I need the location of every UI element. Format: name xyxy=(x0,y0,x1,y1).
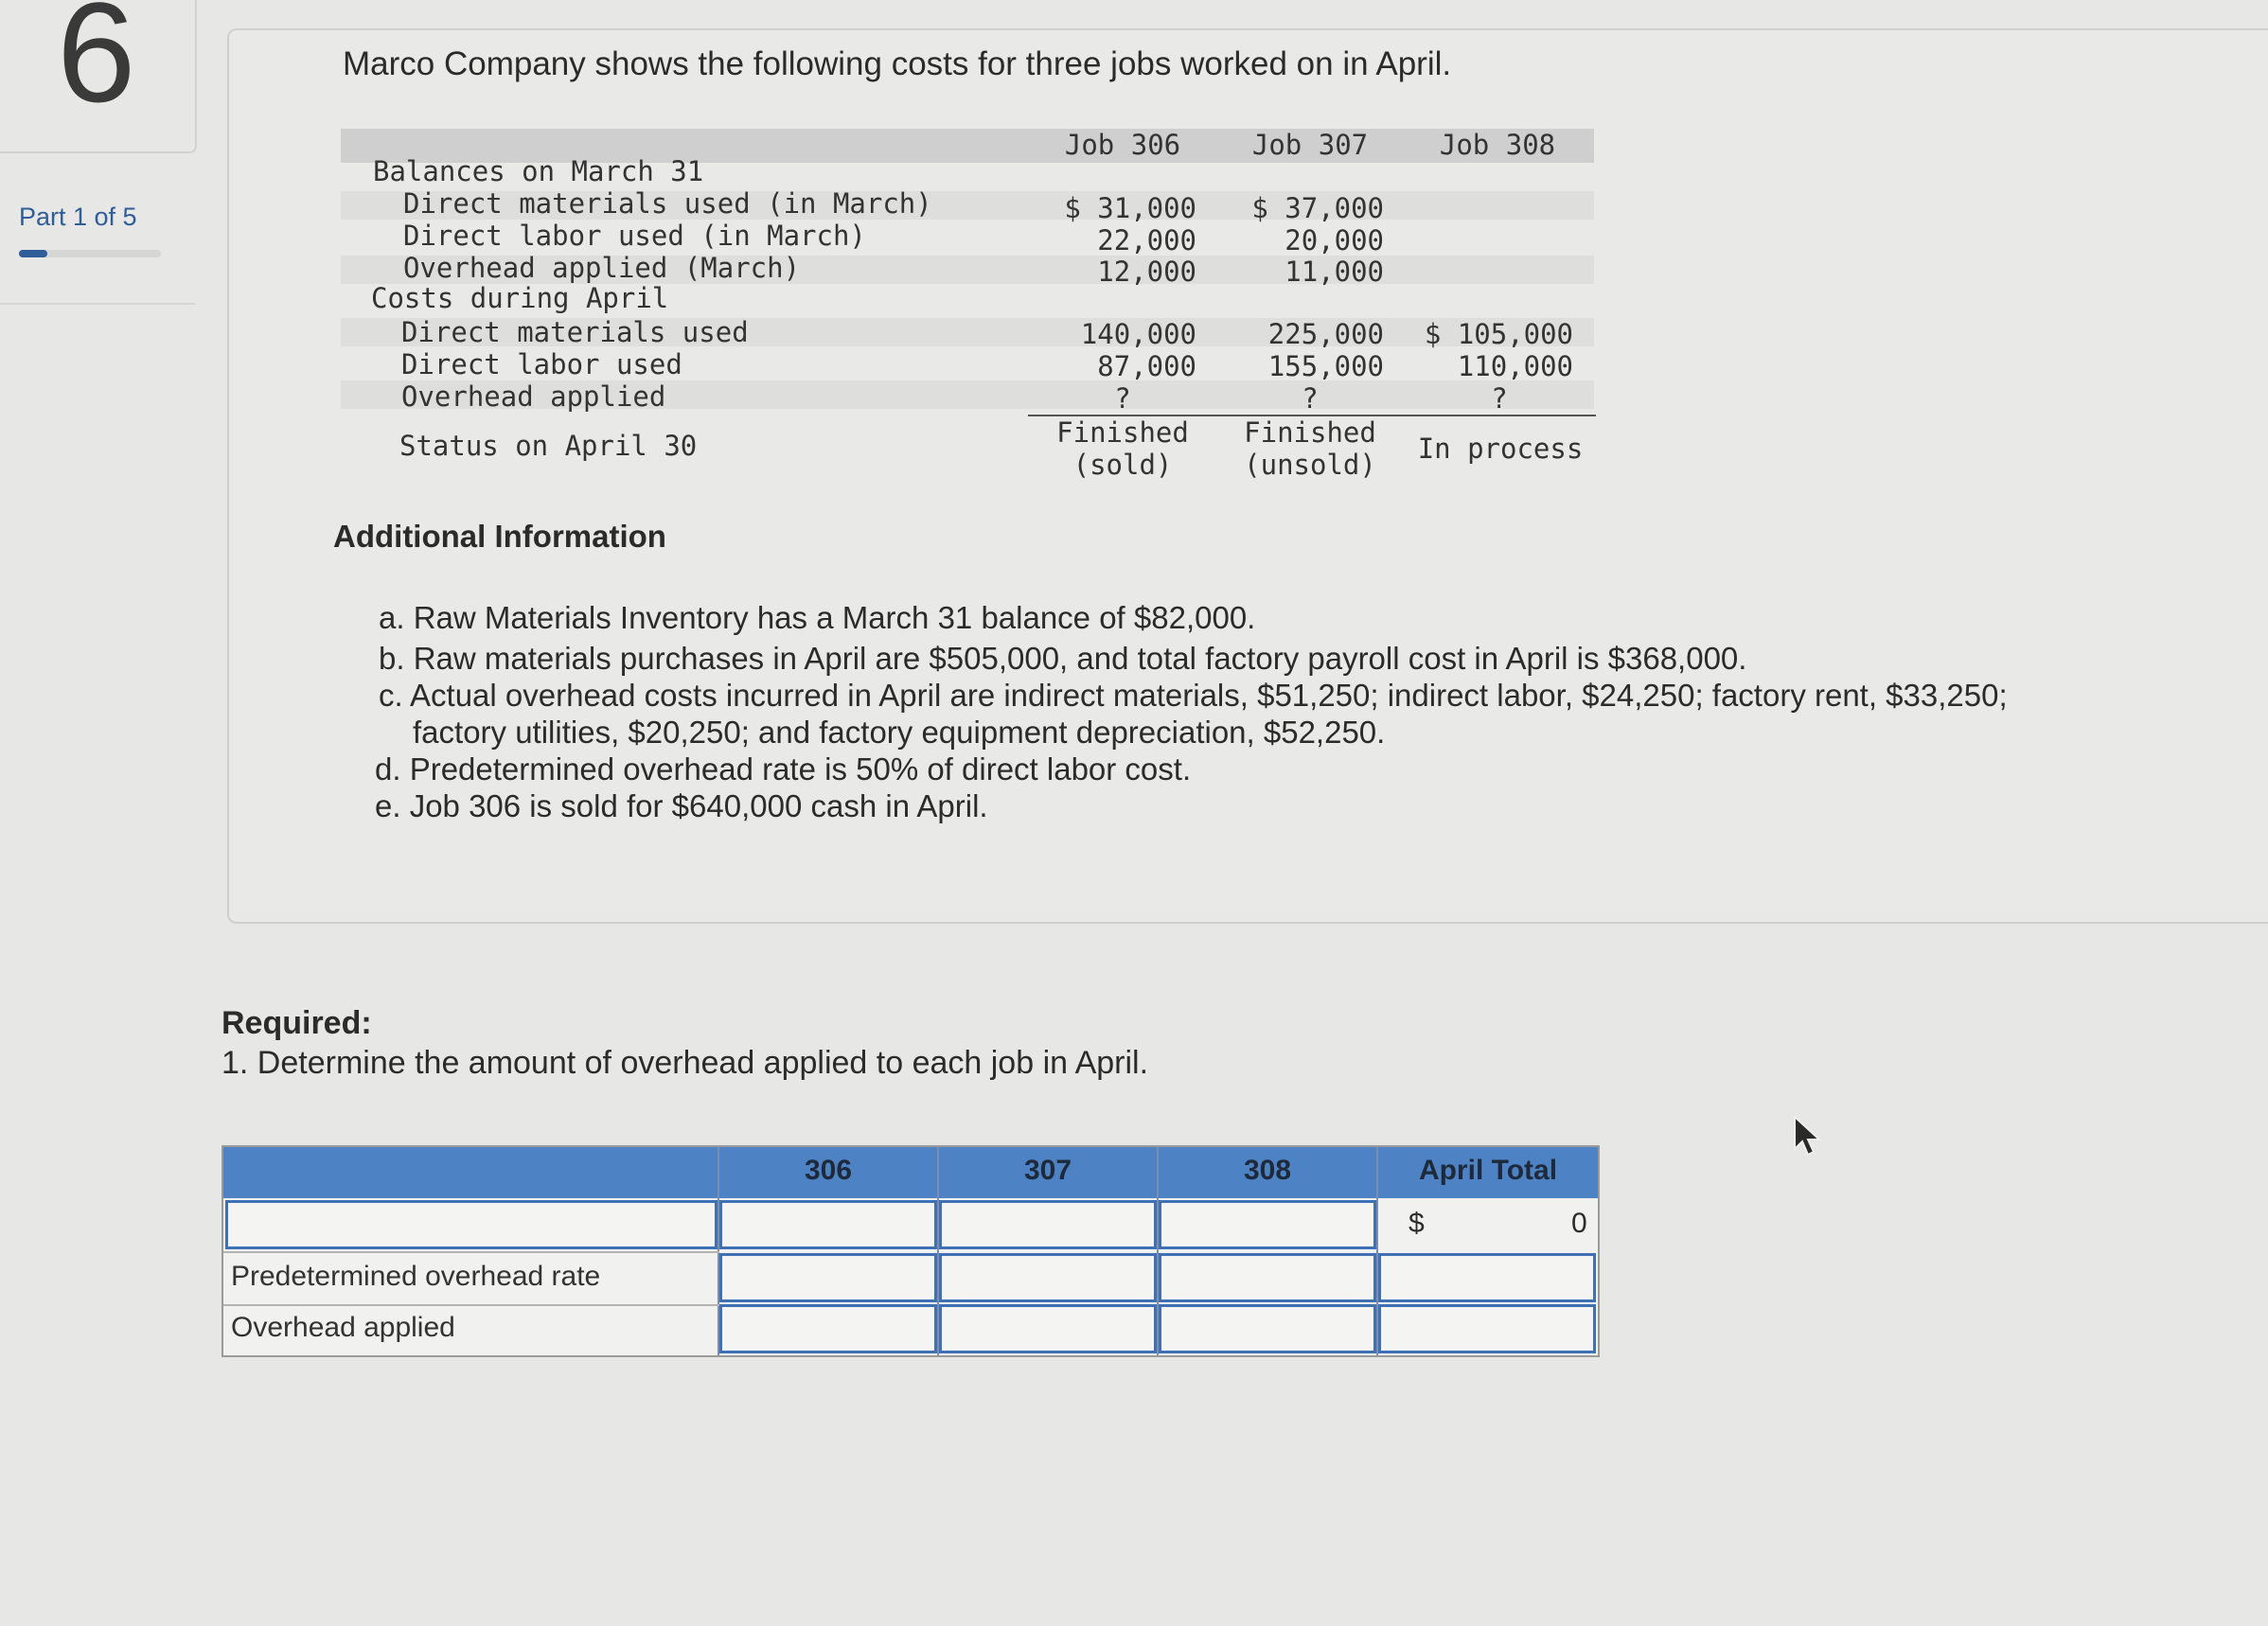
info-item-c-cont: factory utilities, $20,250; and factory equipment depreciation, $52,250. xyxy=(413,715,1386,750)
required-item-1: 1. Determine the amount of overhead applied to each job in April. xyxy=(221,1045,1149,1081)
total-value: 0 xyxy=(1571,1208,1587,1239)
rail-divider xyxy=(0,303,195,305)
cell: 22,000 xyxy=(1097,224,1196,256)
rate-total-input[interactable] xyxy=(1378,1253,1596,1302)
status-job307-line2: (unsold) xyxy=(1244,449,1376,481)
status-label: Status on April 30 xyxy=(399,430,698,462)
col-307: 307 xyxy=(1023,1155,1072,1186)
col-308: 308 xyxy=(1243,1155,1292,1186)
cell: 12,000 xyxy=(1097,256,1196,288)
row-label: Direct materials used (in March) xyxy=(403,187,932,220)
row1-label-input[interactable] xyxy=(225,1200,718,1249)
status-job306-line1: Finished xyxy=(1056,416,1189,449)
cell: ? xyxy=(1114,382,1131,415)
cell: 155,000 xyxy=(1267,350,1384,382)
cell: 20,000 xyxy=(1285,224,1384,256)
row-label: Overhead applied xyxy=(401,380,666,413)
info-item-a: a. Raw Materials Inventory has a March 31 balance of $82,000. xyxy=(379,600,1256,635)
cell: 225,000 xyxy=(1267,318,1384,350)
row-label: Direct labor used (in March) xyxy=(403,220,866,252)
info-item-b: b. Raw materials purchases in April are $505,000, and total factory payroll cost in April is $368,000. xyxy=(379,641,1747,676)
header-job-307: Job 307 xyxy=(1251,129,1369,161)
mouse-cursor-icon xyxy=(1789,1113,1827,1160)
section-title: Balances on March 31 xyxy=(373,155,704,187)
intro-text: Marco Company shows the following costs for three jobs worked on in April. xyxy=(343,45,1452,82)
additional-info-title: Additional Information xyxy=(333,519,666,554)
status-job307-line1: Finished xyxy=(1244,416,1376,449)
part-progress-label: Part 1 of 5 xyxy=(19,203,137,231)
section-title: Costs during April xyxy=(371,282,669,314)
rate-308-input[interactable] xyxy=(1159,1253,1376,1302)
info-item-e: e. Job 306 is sold for $640,000 cash in April. xyxy=(375,788,988,823)
rate-307-input[interactable] xyxy=(939,1253,1157,1302)
part-progress-fill xyxy=(19,250,47,257)
row1-306-input[interactable] xyxy=(719,1200,937,1249)
row-label-predetermined-rate: Predetermined overhead rate xyxy=(231,1261,601,1292)
header-job-306: Job 306 xyxy=(1064,129,1181,161)
col-306: 306 xyxy=(804,1155,853,1186)
col-april-total: April Total xyxy=(1418,1155,1558,1186)
cell: $ 37,000 xyxy=(1251,192,1384,224)
applied-307-input[interactable] xyxy=(939,1304,1157,1353)
cell: $ 105,000 xyxy=(1424,318,1573,350)
row-divider xyxy=(223,1304,719,1306)
cell: 110,000 xyxy=(1457,350,1573,382)
cell: 140,000 xyxy=(1080,318,1196,350)
row-divider xyxy=(223,1251,719,1253)
applied-306-input[interactable] xyxy=(719,1304,937,1353)
cell: ? xyxy=(1302,382,1319,415)
info-item-d: d. Predetermined overhead rate is 50% of direct labor cost. xyxy=(375,751,1192,786)
row-label-overhead-applied: Overhead applied xyxy=(231,1312,455,1343)
required-title: Required: xyxy=(221,1005,372,1041)
total-currency: $ xyxy=(1409,1208,1425,1239)
part-progress-bar xyxy=(19,250,161,257)
header-job-308: Job 308 xyxy=(1439,129,1556,161)
cell: ? xyxy=(1491,382,1508,415)
cell: 87,000 xyxy=(1097,350,1196,382)
info-item-c: c. Actual overhead costs incurred in April are indirect materials, $51,250; indirect labor, $24,250; factory rent, $33,250; xyxy=(379,678,2008,713)
status-job308: In process xyxy=(1417,433,1584,465)
row1-307-input[interactable] xyxy=(939,1200,1157,1249)
cell: 11,000 xyxy=(1285,256,1384,288)
status-job306-line2: (sold) xyxy=(1072,449,1173,481)
question-number: 6 xyxy=(57,0,136,132)
cell: $ 31,000 xyxy=(1064,192,1196,224)
applied-total-input[interactable] xyxy=(1378,1304,1596,1353)
applied-308-input[interactable] xyxy=(1159,1304,1376,1353)
row-label: Overhead applied (March) xyxy=(403,252,801,284)
answer-grid xyxy=(221,1145,1600,1357)
row1-308-input[interactable] xyxy=(1159,1200,1376,1249)
row-label: Direct labor used xyxy=(401,348,682,380)
row-label: Direct materials used xyxy=(401,316,749,348)
rate-306-input[interactable] xyxy=(719,1253,937,1302)
